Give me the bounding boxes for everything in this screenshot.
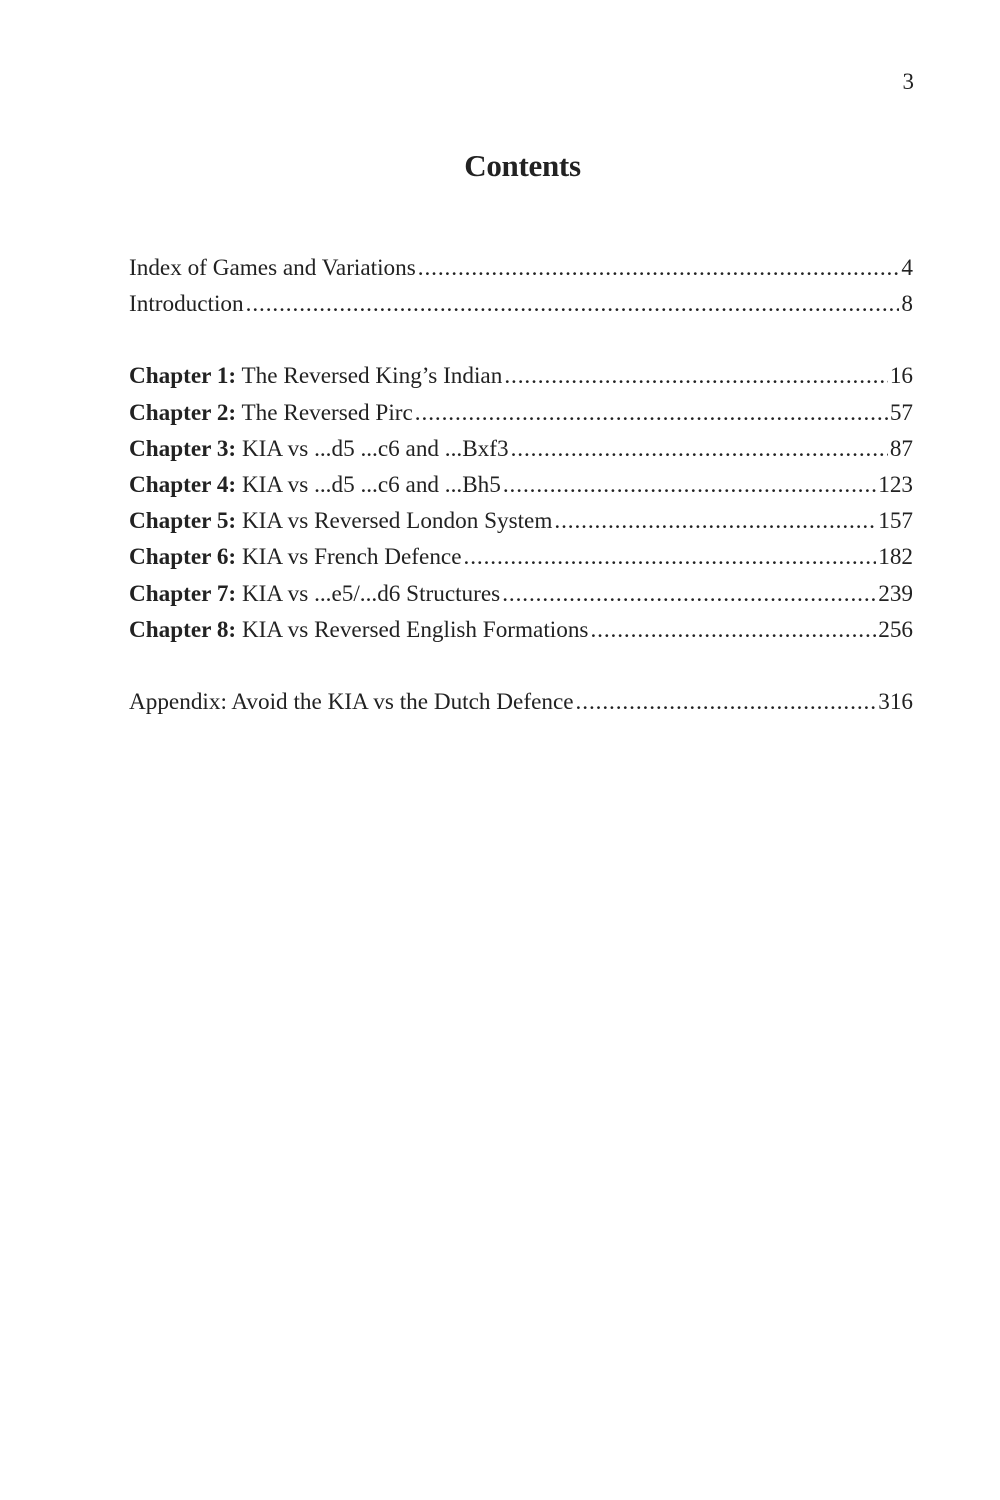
chapter-title: KIA vs ...e5/...d6 Structures: [236, 580, 501, 607]
chapter-title: The Reversed Pirc: [236, 399, 413, 426]
toc-entry-chapter-8[interactable]: [129, 612, 913, 648]
toc-entry-title: Appendix: Avoid the KIA vs the Dutch Defence: [129, 688, 574, 715]
toc-entry-chapter-4[interactable]: [129, 467, 913, 503]
toc-entry-chapter-2[interactable]: [129, 395, 913, 431]
chapter-label: Chapter 1:: [129, 363, 237, 390]
chapter-title: KIA vs ...d5 ...c6 and ...Bh5: [236, 471, 501, 498]
dot-leader: [502, 576, 876, 612]
chapter-title: KIA vs Reversed English Formations: [236, 616, 589, 643]
toc-entry-page: 256: [878, 616, 913, 643]
dot-leader: [504, 358, 888, 394]
chapter-title: KIA vs French Defence: [236, 544, 462, 571]
toc-entry-page: 4: [901, 255, 913, 281]
toc-entry-page: 57: [889, 399, 913, 426]
toc-entry-page: 157: [878, 508, 913, 535]
chapter-title: KIA vs Reversed London System: [236, 508, 553, 535]
chapter-label: Chapter 4:: [129, 471, 237, 498]
toc-entry-page: 123: [878, 471, 913, 498]
toc-entry-page: 182: [878, 544, 913, 571]
dot-leader: [246, 286, 900, 322]
toc-entry-chapter-6[interactable]: [129, 539, 913, 575]
toc-entry-title: [129, 467, 501, 503]
dot-leader: [464, 539, 877, 575]
dot-leader: [415, 395, 888, 431]
toc-entry-index[interactable]: [129, 250, 913, 286]
table-of-contents: [129, 250, 913, 720]
toc-entry-appendix[interactable]: [129, 684, 913, 720]
chapter-title: KIA vs ...d5 ...c6 and ...Bxf3: [236, 435, 509, 462]
toc-entry-title: [129, 612, 588, 648]
toc-entry-page: 16: [889, 363, 913, 390]
toc-entry-page: 8: [901, 291, 913, 318]
toc-entry-title: Introduction: [129, 291, 244, 318]
chapter-label: Chapter 8:: [129, 616, 237, 643]
toc-entry-chapter-1[interactable]: [129, 358, 913, 394]
page-title: Contents: [464, 148, 581, 183]
chapter-title: The Reversed King’s Indian: [236, 363, 503, 390]
dot-leader: [503, 467, 876, 503]
toc-entry-title: [129, 503, 552, 539]
toc-entry-title: [129, 576, 500, 612]
toc-entry-title: Index of Games and Variations: [129, 255, 416, 281]
toc-entry-chapter-3[interactable]: [129, 431, 913, 467]
toc-entry-introduction[interactable]: [129, 286, 913, 322]
toc-entry-chapter-7[interactable]: [129, 576, 913, 612]
toc-entry-title: [129, 539, 462, 575]
dot-leader: [576, 684, 877, 720]
chapter-label: Chapter 2:: [129, 399, 237, 426]
toc-entry-title: [129, 431, 509, 467]
page-number: 3: [902, 69, 914, 94]
dot-leader: [511, 431, 888, 467]
dot-leader: [590, 612, 876, 648]
dot-leader: [554, 503, 876, 539]
chapter-label: Chapter 6:: [129, 544, 237, 571]
toc-entry-chapter-5[interactable]: [129, 503, 913, 539]
toc-entry-page: 87: [889, 435, 913, 462]
dot-leader: [418, 250, 900, 286]
chapter-label: Chapter 3:: [129, 435, 237, 462]
toc-entry-page: 316: [878, 688, 913, 715]
toc-entry-title: [129, 358, 502, 394]
chapter-label: Chapter 5:: [129, 508, 237, 535]
toc-entry-title: [129, 395, 413, 431]
chapter-label: Chapter 7:: [129, 580, 237, 607]
toc-entry-page: 239: [878, 580, 913, 607]
